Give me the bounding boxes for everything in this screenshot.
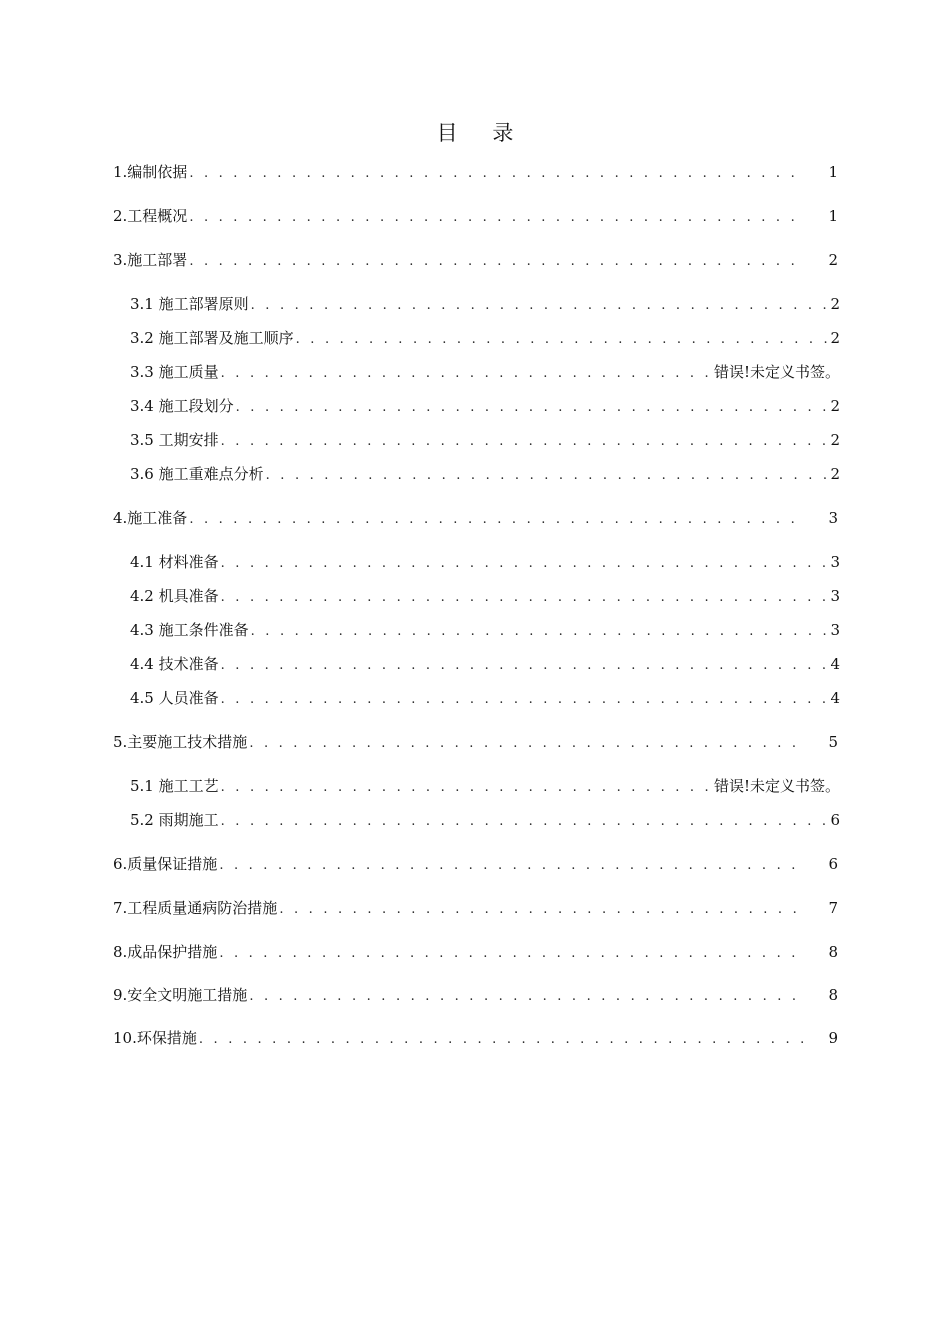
toc-entry[interactable] bbox=[130, 619, 840, 643]
toc-entry-page: 2 bbox=[830, 295, 840, 313]
toc-entry[interactable] bbox=[130, 463, 840, 487]
toc-dot-leader bbox=[189, 207, 806, 229]
toc-entry[interactable] bbox=[130, 809, 840, 833]
toc-dot-leader bbox=[221, 363, 712, 385]
toc-entry[interactable] bbox=[130, 653, 840, 677]
toc-entry-label: 4.5 人员准备 bbox=[130, 689, 219, 707]
toc-dot-leader bbox=[221, 689, 829, 711]
toc-entry-page: 错误!未定义书签。 bbox=[713, 777, 840, 795]
toc-entry-page: 2 bbox=[830, 465, 840, 483]
toc-entry-page: 3 bbox=[828, 509, 838, 527]
toc-entry[interactable] bbox=[113, 249, 838, 273]
toc-entry-label: 4.施工准备 bbox=[113, 509, 188, 527]
toc-entry-label: 7.工程质量通病防治措施 bbox=[113, 899, 278, 917]
toc-dot-leader bbox=[219, 943, 806, 965]
toc-dot-leader bbox=[251, 295, 829, 317]
toc-entry-page: 2 bbox=[830, 397, 840, 415]
toc-dot-leader bbox=[221, 587, 829, 609]
toc-entry-label: 5.主要施工技术措施 bbox=[113, 733, 248, 751]
toc-dot-leader bbox=[249, 986, 806, 1008]
toc-entry-page: 3 bbox=[830, 587, 840, 605]
toc-entry-label: 4.4 技术准备 bbox=[130, 655, 219, 673]
toc-dot-leader bbox=[221, 777, 712, 799]
toc-entry-page: 4 bbox=[830, 689, 840, 707]
toc-entry-label: 3.3 施工质量 bbox=[130, 363, 219, 381]
toc-entry-page: 5 bbox=[828, 733, 838, 751]
toc-entry-page: 6 bbox=[830, 811, 840, 829]
toc-entry-page: 7 bbox=[828, 899, 838, 917]
toc-entry-label: 4.2 机具准备 bbox=[130, 587, 219, 605]
toc-dot-leader bbox=[279, 899, 806, 921]
toc-entry-label: 5.1 施工工艺 bbox=[130, 777, 219, 795]
toc-entry-label: 3.2 施工部署及施工顺序 bbox=[130, 329, 294, 347]
toc-entry-page: 错误!未定义书签。 bbox=[713, 363, 840, 381]
toc-entry-page: 8 bbox=[828, 986, 838, 1004]
toc-entry-label: 4.3 施工条件准备 bbox=[130, 621, 249, 639]
toc-entry-page: 1 bbox=[828, 207, 838, 225]
toc-entry[interactable] bbox=[130, 585, 840, 609]
toc-entry-page: 6 bbox=[828, 855, 838, 873]
toc-dot-leader bbox=[249, 733, 806, 755]
toc-entry[interactable] bbox=[113, 731, 838, 755]
toc-entry[interactable] bbox=[113, 984, 838, 1008]
toc-entry-label: 3.施工部署 bbox=[113, 251, 188, 269]
toc-entry-label: 9.安全文明施工措施 bbox=[113, 986, 248, 1004]
toc-entry-label: 3.1 施工部署原则 bbox=[130, 295, 249, 313]
toc-entry-label: 5.2 雨期施工 bbox=[130, 811, 219, 829]
toc-entry[interactable] bbox=[130, 551, 840, 575]
toc-entry[interactable] bbox=[130, 687, 840, 711]
toc-dot-leader bbox=[221, 655, 829, 677]
toc-entry-label: 1.编制依据 bbox=[113, 163, 188, 181]
toc-dot-leader bbox=[221, 431, 829, 453]
toc-dot-leader bbox=[266, 465, 829, 487]
toc-entry[interactable] bbox=[130, 327, 840, 351]
toc-entry-page: 4 bbox=[830, 655, 840, 673]
toc-entry-page: 3 bbox=[830, 621, 840, 639]
toc-title: 目 录 bbox=[436, 121, 528, 145]
toc-entry-page: 9 bbox=[828, 1029, 838, 1047]
toc-entry[interactable] bbox=[113, 161, 838, 185]
toc-entry-label: 3.5 工期安排 bbox=[130, 431, 219, 449]
toc-entry-label: 3.6 施工重难点分析 bbox=[130, 465, 264, 483]
toc-dot-leader bbox=[296, 329, 829, 351]
toc-entry[interactable] bbox=[130, 293, 840, 317]
toc-entry[interactable] bbox=[113, 507, 838, 531]
toc-entry-page: 3 bbox=[830, 553, 840, 571]
toc-dot-leader bbox=[221, 553, 829, 575]
toc-entry[interactable] bbox=[113, 205, 838, 229]
toc-dot-leader bbox=[219, 855, 806, 877]
toc-entry-page: 8 bbox=[828, 943, 838, 961]
toc-entry-label: 6.质量保证措施 bbox=[113, 855, 218, 873]
toc-entry[interactable] bbox=[113, 941, 838, 965]
toc-dot-leader bbox=[221, 811, 829, 833]
toc-dot-leader bbox=[189, 509, 806, 531]
toc-entry-page: 2 bbox=[830, 329, 840, 347]
toc-entry[interactable] bbox=[113, 853, 838, 877]
toc-dot-leader bbox=[189, 163, 806, 185]
toc-entry-page: 1 bbox=[828, 163, 838, 181]
toc-entry[interactable] bbox=[130, 775, 840, 799]
toc-entry-label: 4.1 材料准备 bbox=[130, 553, 219, 571]
toc-entry[interactable] bbox=[130, 429, 840, 453]
toc-entry-label: 8.成品保护措施 bbox=[113, 943, 218, 961]
toc-entry[interactable] bbox=[113, 897, 838, 921]
toc-entry-label: 2.工程概况 bbox=[113, 207, 188, 225]
toc-entry-label: 3.4 施工段划分 bbox=[130, 397, 234, 415]
toc-dot-leader bbox=[199, 1029, 806, 1051]
toc-dot-leader bbox=[189, 251, 806, 273]
toc-entry-page: 2 bbox=[828, 251, 838, 269]
toc-entry[interactable] bbox=[130, 395, 840, 419]
toc-dot-leader bbox=[236, 397, 829, 419]
toc-entry[interactable] bbox=[130, 361, 840, 385]
toc-dot-leader bbox=[251, 621, 829, 643]
toc-entry-page: 2 bbox=[830, 431, 840, 449]
toc-entry-label: 10.环保措施 bbox=[113, 1029, 197, 1047]
toc-entry[interactable] bbox=[113, 1027, 838, 1051]
